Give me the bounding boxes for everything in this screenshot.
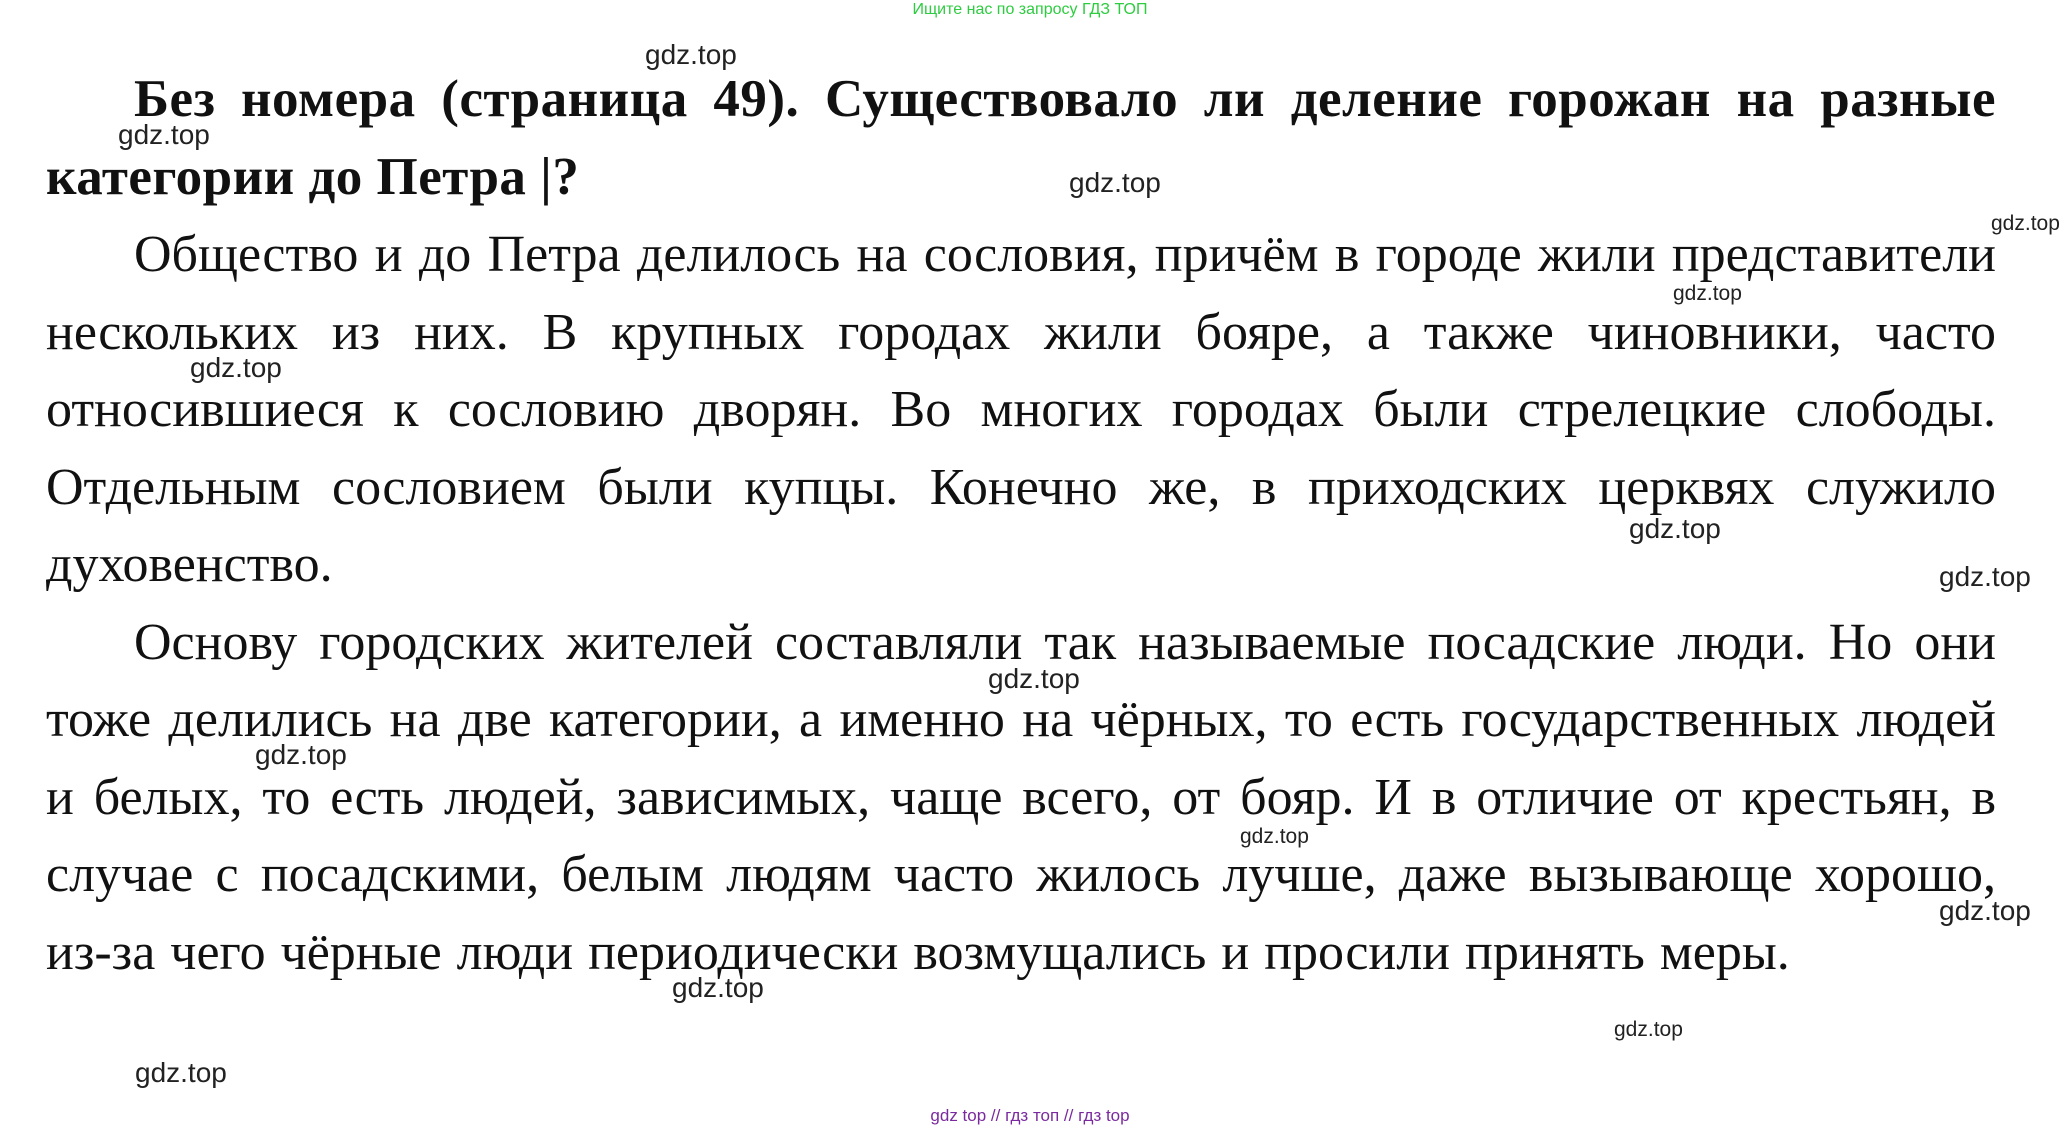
watermark: gdz.top <box>135 1057 227 1088</box>
watermark: gdz.top <box>118 119 210 150</box>
watermark: gdz.top <box>1673 282 1742 305</box>
watermark: gdz.top <box>1069 167 1161 198</box>
answer-paragraph-1: Общество и до Петра делилось на сословия, причём в городе жили представители нескольких из них. В крупных городах жили бояре, а также чиновники, часто относившиеся к сословию дворян. Во многих городах были стрелецкие слободы. Отдельным сословием были купцы. Конечно же, в приходских церквях служило духовенство. <box>46 226 1996 593</box>
watermark: gdz.top <box>1939 895 2031 926</box>
watermark: gdz.top <box>255 739 347 770</box>
watermark: gdz.top <box>672 972 764 1003</box>
answer-paragraph-2: Основу городских жителей составляли так называемые посадские люди. Но они тоже делились на две категории, а именно на чёрных, то есть государственных людей и белых, то есть людей, зависимых, чаще всего, от бояр. И в отличие от крестьян, в случае с посадскими, белым людям часто жилось лучше, даже вызывающе хорошо, из-за чего чёрные люди периодически возмущались и просили принять меры. <box>46 613 1996 981</box>
watermark: gdz.top <box>190 352 282 383</box>
footer-links: gdz top // гдз топ // гдз top <box>930 1106 1130 1125</box>
question-heading: Без номера (страница 49). Существовало ли деление горожан на разные категории до Петра |? <box>46 70 1996 206</box>
watermark: gdz.top <box>1614 1018 1683 1041</box>
watermark: gdz.top <box>1240 825 1309 848</box>
watermark: gdz.top <box>988 663 1080 694</box>
watermark: gdz.top <box>1629 513 1721 544</box>
watermark: gdz.top <box>645 39 737 70</box>
search-banner: Ищите нас по запросу ГДЗ ТОП <box>912 1 1148 18</box>
watermark: gdz.top <box>1939 561 2031 592</box>
watermark: gdz.top <box>1991 212 2060 235</box>
